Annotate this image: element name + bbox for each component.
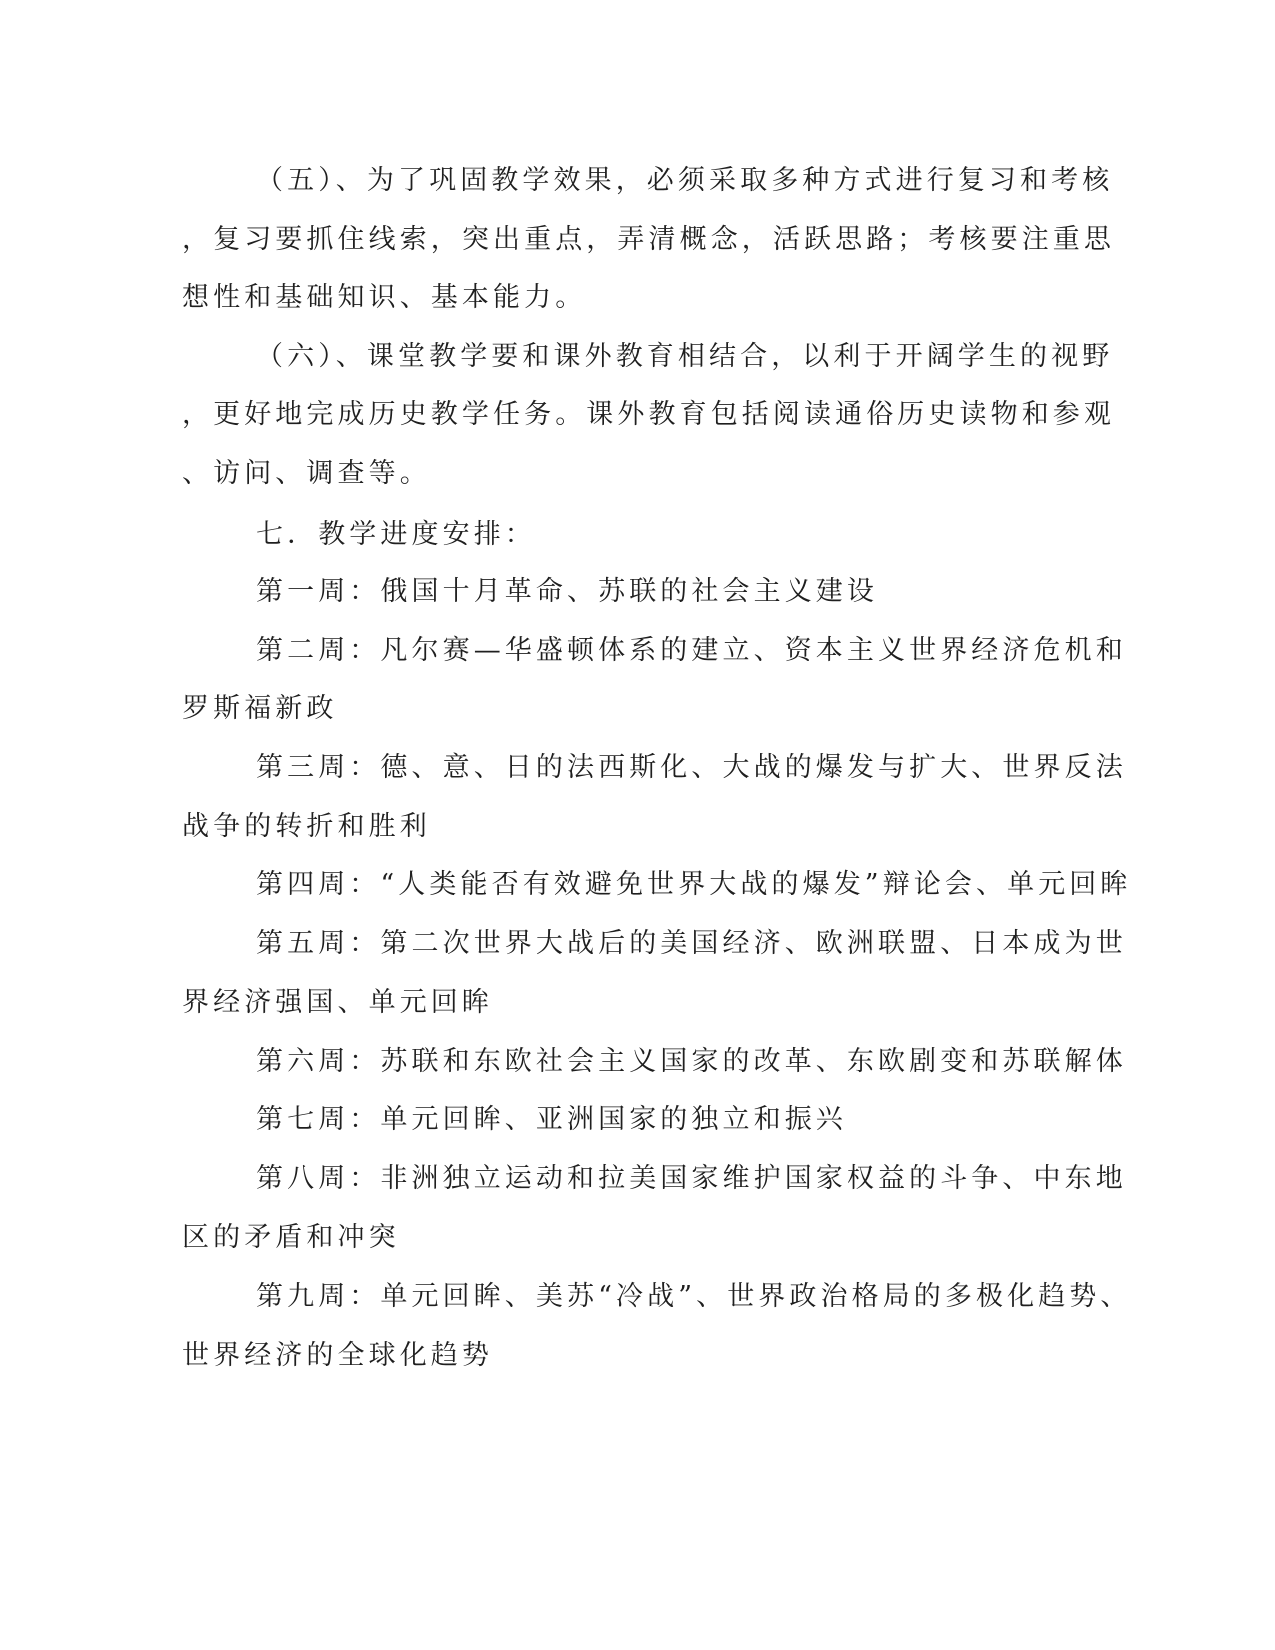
week-9-line-2: 世界经济的全球化趋势 — [182, 1340, 493, 1371]
week-3-line-2: 战争的转折和胜利 — [182, 811, 431, 842]
paragraph-5-line-3: 想性和基础知识、基本能力。 — [182, 282, 587, 313]
week-5-line-2: 界经济强国、单元回眸 — [182, 987, 493, 1018]
week-8-line-1: 第八周：非洲独立运动和拉美国家维护国家权益的斗争、中东地 — [256, 1163, 1127, 1194]
paragraph-5-line-2: ，复习要抓住线索，突出重点，弄清概念，活跃思路；考核要注重思 — [182, 224, 1115, 255]
section-heading: 七．教学进度安排： — [256, 519, 536, 550]
paragraph-6-line-2: ，更好地完成历史教学任务。课外教育包括阅读通俗历史读物和参观 — [182, 399, 1115, 430]
week-3-line-1: 第三周：德、意、日的法西斯化、大战的爆发与扩大、世界反法 — [256, 752, 1127, 783]
week-2-line-1: 第二周：凡尔赛—华盛顿体系的建立、资本主义世界经济危机和 — [256, 635, 1127, 666]
week-2-line-2: 罗斯福新政 — [182, 693, 338, 724]
week-9-line-1: 第九周：单元回眸、美苏“冷战”、世界政治格局的多极化趋势、 — [256, 1281, 1132, 1312]
paragraph-6-line-1: （六）、课堂教学要和课外教育相结合，以利于开阔学生的视野 — [256, 341, 1114, 372]
week-1-line-1: 第一周：俄国十月革命、苏联的社会主义建设 — [256, 576, 878, 607]
paragraph-5-line-1: （五）、为了巩固教学效果，必须采取多种方式进行复习和考核 — [256, 165, 1114, 196]
week-5-line-1: 第五周：第二次世界大战后的美国经济、欧洲联盟、日本成为世 — [256, 928, 1127, 959]
week-8-line-2: 区的矛盾和冲突 — [182, 1222, 400, 1253]
week-7-line-1: 第七周：单元回眸、亚洲国家的独立和振兴 — [256, 1104, 847, 1135]
week-6-line-1: 第六周：苏联和东欧社会主义国家的改革、东欧剧变和苏联解体 — [256, 1046, 1127, 1077]
week-4-line-1: 第四周：“人类能否有效避免世界大战的爆发”辩论会、单元回眸 — [256, 869, 1132, 900]
paragraph-6-line-3: 、访问、调查等。 — [182, 458, 431, 489]
